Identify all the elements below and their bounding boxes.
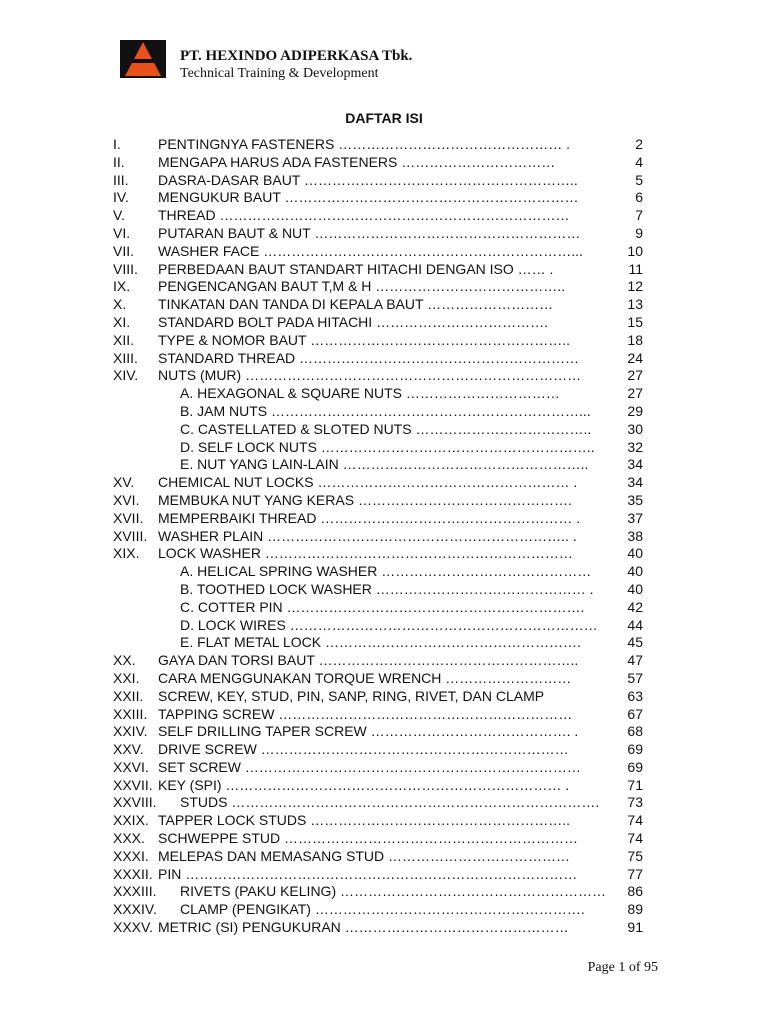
toc-entry-number: XXX. — [113, 830, 145, 847]
company-name: PT. HEXINDO ADIPERKASA Tbk. — [180, 48, 413, 64]
toc-entry-title: PENGENCANGAN BAUT T,M & H ………………………………….. — [158, 278, 566, 295]
toc-entry-title: LOCK WASHER ………………………………………………………… — [158, 545, 573, 562]
toc-entry-page: 68 — [627, 723, 643, 740]
toc-entry[interactable] — [113, 278, 643, 296]
toc-entry[interactable] — [113, 207, 643, 225]
toc-entry[interactable] — [113, 296, 643, 314]
toc-entry-page: 44 — [627, 616, 643, 633]
toc-entry-page: 86 — [627, 883, 643, 900]
toc-entry-page: 91 — [627, 919, 643, 936]
toc-entry-page: 5 — [635, 171, 643, 188]
toc-entry-page: 13 — [627, 296, 643, 313]
toc-entry[interactable] — [113, 350, 643, 368]
toc-entry-number: XV. — [113, 474, 135, 491]
toc-subentry[interactable] — [113, 421, 643, 439]
toc-entry-title: DRIVE SCREW ………………………………………………………… — [158, 741, 569, 758]
toc-entry-page: 42 — [627, 598, 643, 615]
toc-entry-number: XXIX. — [113, 812, 149, 829]
toc-entry-page: 35 — [627, 491, 643, 508]
toc-entry-page: 15 — [627, 313, 643, 330]
toc-entry[interactable] — [113, 189, 643, 207]
toc-entry-title: C. CASTELLATED & SLOTED NUTS ……………………………….. — [180, 420, 592, 437]
toc-entry-title: SCREW, KEY, STUD, PIN, SANP, RING, RIVET, DAN CLAMP — [158, 687, 545, 704]
company-subtitle: Technical Training & Development — [180, 66, 379, 81]
toc-entry-number: IV. — [113, 189, 129, 206]
page-number: Page 1 of 95 — [587, 960, 658, 975]
toc-entry[interactable] — [113, 314, 643, 332]
toc-entry-title: KEY (SPI) ……………………………………………………………… . — [158, 776, 570, 793]
toc-entry-title: GAYA DAN TORSI BAUT ……………………………………………….. — [158, 652, 579, 669]
toc-entry-title: TYPE & NOMOR BAUT ……………………………………………….. — [158, 331, 570, 348]
toc-entry[interactable] — [113, 528, 643, 546]
toc-entry-title: SET SCREW ……………………………………………………………… — [158, 758, 581, 775]
toc-entry[interactable] — [113, 510, 643, 528]
toc-entry[interactable] — [113, 670, 643, 688]
toc-entry-title: TAPPER LOCK STUDS ……………………………………………….. — [158, 812, 570, 829]
toc-entry-page: 69 — [627, 741, 643, 758]
toc-entry[interactable] — [113, 723, 643, 741]
toc-entry-number: XXXI. — [113, 847, 149, 864]
toc-entry-title: CARA MENGGUNAKAN TORQUE WRENCH ……………………… — [158, 669, 572, 686]
toc-entry[interactable] — [113, 332, 643, 350]
toc-subentry[interactable] — [113, 634, 643, 652]
toc-entry-title: STANDARD THREAD …………………………………………………… — [158, 349, 580, 366]
toc-entry-page: 9 — [635, 224, 643, 241]
toc-entry-page: 47 — [627, 652, 643, 669]
toc-entry-title: THREAD ………………………………………………………………… — [158, 207, 570, 224]
toc-entry-page: 73 — [627, 794, 643, 811]
toc-entry-title: C. COTTER PIN ………………………………………………………. — [180, 598, 585, 615]
toc-entry[interactable] — [113, 883, 643, 901]
toc-entry-title: MEMPERBAIKI THREAD ……………………………………………… . — [158, 509, 581, 526]
toc-entry-number: XXXII. — [113, 865, 153, 882]
toc-entry-page: 89 — [627, 901, 643, 918]
toc-entry-page: 45 — [627, 634, 643, 651]
toc-entry-title: B. JAM NUTS …………………………………………………………... — [180, 402, 591, 419]
toc-entry-title: MELEPAS DAN MEMASANG STUD ………………………………… — [158, 847, 571, 864]
toc-entry-title: PERBEDAAN BAUT STANDART HITACHI DENGAN ISO …… . — [158, 260, 554, 277]
toc-entry-page: 37 — [627, 509, 643, 526]
toc-entry[interactable] — [113, 830, 643, 848]
toc-entry-title: METRIC (SI) PENGUKURAN ………………………………………… — [158, 919, 569, 936]
toc-entry-page: 74 — [627, 812, 643, 829]
toc-entry[interactable] — [113, 759, 643, 777]
toc-entry-page: 32 — [627, 438, 643, 455]
toc-entry[interactable] — [113, 866, 643, 884]
toc-entry[interactable] — [113, 794, 643, 812]
toc-entry-page: 30 — [627, 420, 643, 437]
toc-entry-page: 27 — [627, 367, 643, 384]
toc-entry-page: 63 — [627, 687, 643, 704]
toc-entry-number: XX. — [113, 652, 136, 669]
toc-entry-page: 7 — [635, 207, 643, 224]
toc-entry-page: 75 — [627, 847, 643, 864]
toc-entry-number: III. — [113, 171, 129, 188]
toc-subentry[interactable] — [113, 456, 643, 474]
toc-entry-number: VIII. — [113, 260, 138, 277]
toc-entry-title: WASHER PLAIN ……………………………………………………….. . — [158, 527, 577, 544]
toc-entry-number: XVII. — [113, 509, 144, 526]
toc-entry[interactable] — [113, 243, 643, 261]
toc-entry-number: XVIII. — [113, 527, 148, 544]
toc-entry[interactable] — [113, 741, 643, 759]
toc-entry-page: 34 — [627, 474, 643, 491]
toc-subentry[interactable] — [113, 439, 643, 457]
toc-entry-page: 4 — [635, 153, 643, 170]
toc-entry[interactable] — [113, 154, 643, 172]
toc-entry-title: D. SELF LOCK NUTS ………………………………………………….. — [180, 438, 595, 455]
toc-entry-number: XXIV. — [113, 723, 148, 740]
toc-entry-number: XIII. — [113, 349, 138, 366]
toc-entry-title: SELF DRILLING TAPER SCREW ……………………………………. . — [158, 723, 579, 740]
toc-entry-number: XI. — [113, 313, 131, 330]
toc-entry-page: 74 — [627, 830, 643, 847]
toc-entry-title: E. NUT YANG LAIN-LAIN …………………………………………….. — [180, 456, 589, 473]
toc-entry-page: 38 — [627, 527, 643, 544]
toc-entry-number: VII. — [113, 242, 135, 259]
toc-entry-number: V. — [113, 207, 125, 224]
toc-entry-page: 27 — [627, 385, 643, 402]
toc-entry-page: 12 — [627, 278, 643, 295]
toc-entry-title: MENGAPA HARUS ADA FASTENERS …………………………… — [158, 153, 556, 170]
toc-subentry[interactable] — [113, 617, 643, 635]
toc-entry-page: 2 — [635, 136, 643, 152]
toc-entry[interactable] — [113, 172, 643, 190]
toc-entry-title: CHEMICAL NUT LOCKS ……………………………………………… . — [158, 474, 578, 491]
toc-entry-title: TAPPING SCREW ……………………………………………………… — [158, 705, 573, 722]
toc-entry-title: DASRA-DASAR BAUT ………………………………………………….. — [158, 171, 578, 188]
toc-entry-number: X. — [113, 296, 127, 313]
toc-entry-title: WASHER FACE …………………………………………………………... — [158, 242, 583, 259]
toc-entry[interactable] — [113, 688, 643, 706]
toc-entry-number: XVI. — [113, 491, 140, 508]
toc-entry-page: 10 — [627, 242, 643, 259]
toc-entry-number: XII. — [113, 331, 135, 348]
toc-entry-number: XXI. — [113, 669, 140, 686]
toc-entry[interactable] — [113, 652, 643, 670]
toc-entry-number: XXII. — [113, 687, 144, 704]
toc-entry-title: STANDARD BOLT PADA HITACHI ………………………………. — [158, 313, 548, 330]
toc-entry-title: MEMBUKA NUT YANG KERAS ………………………………………. — [158, 491, 572, 508]
toc-entry-page: 40 — [627, 545, 643, 562]
toc-entry-number: II. — [113, 153, 125, 170]
toc-entry-number: XIX. — [113, 545, 140, 562]
toc-entry-number: XXXV. — [113, 919, 153, 936]
toc-subentry[interactable] — [113, 403, 643, 421]
toc-entry-page: 34 — [627, 456, 643, 473]
toc-entry-page: 6 — [635, 189, 643, 206]
toc-entry-page: 57 — [627, 669, 643, 686]
toc-entry-title: PIN ………………………………………………………………………… — [158, 865, 578, 882]
toc-entry-page: 29 — [627, 402, 643, 419]
toc-entry[interactable] — [113, 919, 643, 937]
toc-entry[interactable] — [113, 474, 643, 492]
toc-entry-title: MENGUKUR BAUT ……………………………………………………… — [158, 189, 579, 206]
toc-entry-title: SCHWEPPE STUD ……………………………………………………… — [158, 830, 579, 847]
toc-entry[interactable] — [113, 545, 643, 563]
toc-entry-number: XXVIII. — [113, 794, 157, 811]
toc-entry-title: B. TOOTHED LOCK WASHER ……………………………………… . — [180, 580, 594, 597]
toc-entry-number: VI. — [113, 224, 131, 241]
toc-entry-title: NUTS (MUR) ……………………………………………………………… — [158, 367, 582, 384]
toc-entry-page: 77 — [627, 865, 643, 882]
toc-entry[interactable] — [113, 225, 643, 243]
toc-entry[interactable] — [113, 848, 643, 866]
toc-entry-page: 40 — [627, 580, 643, 597]
toc-entry-page: 18 — [627, 331, 643, 348]
toc-entry-title: CLAMP (PENGIKAT) …………………………………………………. — [180, 901, 585, 918]
toc-entry-title: RIVETS (PAKU KELING) ………………………………………………… — [180, 883, 606, 900]
toc-subentry[interactable] — [113, 563, 643, 581]
toc-entry-title: A. HEXAGONAL & SQUARE NUTS …………………………… — [180, 385, 560, 402]
table-of-contents — [113, 136, 643, 937]
toc-entry-title: STUDS ……………………………………………………………………. — [180, 794, 600, 811]
toc-entry-title: PUTARAN BAUT & NUT ………………………………………………… — [158, 224, 581, 241]
toc-entry-number: XXVII. — [113, 776, 153, 793]
toc-entry-page: 67 — [627, 705, 643, 722]
toc-entry-page: 40 — [627, 563, 643, 580]
toc-subentry[interactable] — [113, 599, 643, 617]
toc-entry-number: IX. — [113, 278, 131, 295]
toc-entry-page: 71 — [627, 776, 643, 793]
company-logo-icon — [120, 40, 166, 78]
toc-entry-number: XXXIII. — [113, 883, 157, 900]
toc-entry-number: XXV. — [113, 741, 144, 758]
toc-entry-title: A. HELICAL SPRING WASHER ……………………………………… — [180, 563, 592, 580]
toc-entry[interactable] — [113, 367, 643, 385]
toc-entry[interactable] — [113, 492, 643, 510]
toc-entry[interactable] — [113, 706, 643, 724]
toc-entry-page: 69 — [627, 758, 643, 775]
toc-entry-number: XXIII. — [113, 705, 148, 722]
toc-title: DAFTAR ISI — [345, 110, 423, 126]
toc-entry[interactable] — [113, 777, 643, 795]
toc-subentry[interactable] — [113, 385, 643, 403]
toc-entry-number: XXVI. — [113, 758, 149, 775]
toc-entry-number: XXXIV. — [113, 901, 157, 918]
toc-entry-number: I. — [113, 136, 121, 152]
toc-entry[interactable] — [113, 901, 643, 919]
toc-entry-page: 11 — [628, 260, 643, 277]
toc-entry[interactable] — [113, 812, 643, 830]
toc-subentry[interactable] — [113, 581, 643, 599]
toc-entry-title: E. FLAT METAL LOCK ………………………………………………. — [180, 634, 581, 651]
toc-entry-number: XIV. — [113, 367, 139, 384]
toc-entry[interactable] — [113, 136, 643, 154]
toc-entry-title: D. LOCK WIRES ………………………………………………………… — [180, 616, 598, 633]
toc-entry[interactable] — [113, 261, 643, 279]
toc-entry-title: PENTINGNYA FASTENERS ………………………………………… . — [158, 136, 571, 152]
toc-entry-page: 24 — [627, 349, 643, 366]
toc-entry-title: TINKATAN DAN TANDA DI KEPALA BAUT ……………………… — [158, 296, 554, 313]
